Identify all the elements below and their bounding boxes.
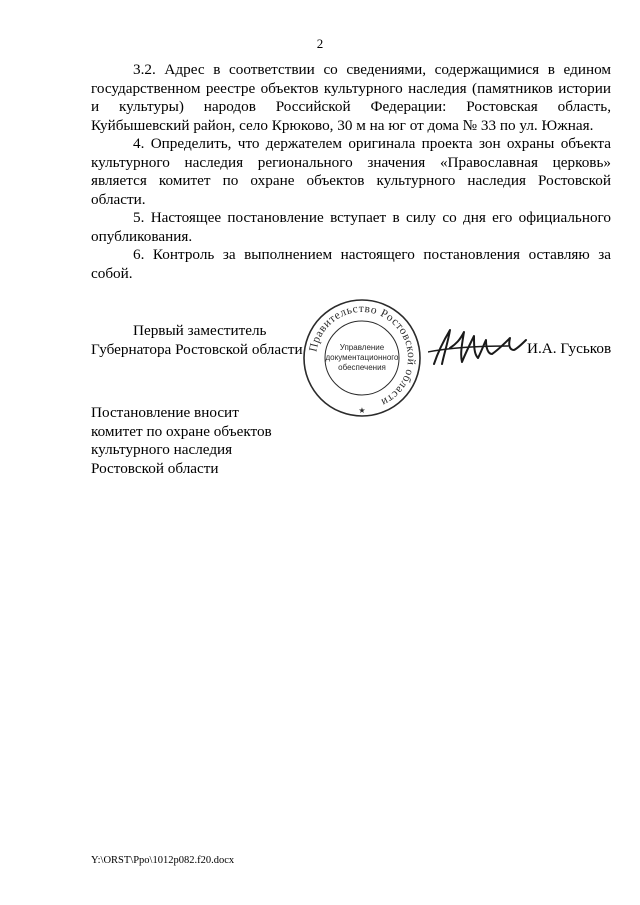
introduced-by-line1: Постановление вносит [91,404,239,421]
signer-position [91,322,303,359]
handwritten-signature [428,322,528,372]
file-path-footer: Y:\ORST\Ppo\1012p082.f20.docx [91,855,235,866]
introduced-by-block [91,404,272,478]
stamp-star-icon: ★ [358,406,366,415]
paragraph-5: 5. Настоящее постановление вступает в силу со дня его официального опубликования. [91,209,611,245]
introduced-by-line3: культурного наследия [91,441,233,458]
signer-name: И.А. Гуськов [527,340,612,357]
introduced-by-line4: Ростовской области [91,459,219,477]
official-stamp [301,297,423,419]
stamp-center-line2: документационного [325,353,399,362]
paragraph-6: 6. Контроль за выполнением настоящего постановления оставляю за собой. [91,246,611,282]
introduced-by-line2: комитет по охране объектов [91,422,272,440]
paragraph-4: 4. Определить, что держателем оригинала проекта зон охраны объекта культурного наследия регионального значения «Православная церковь» является комитет по охране объектов культурного наследия Ростовской области. [91,135,611,208]
signer-position-line1: Первый заместитель [133,322,267,339]
paragraph-3-2: 3.2. Адрес в соответствии со сведениями, содержащимися в едином государственном реестре объектов культурного наследия (памятников истории и культуры) народов Российской Федерации: Ростовская область, Куйбышевский район, село Крюково, 30 м на юг от дома № 33 по ул. Южная. [91,61,611,134]
signer-position-line2: Губернатора Ростовской области [91,340,303,358]
stamp-center-line3: обеспечения [338,363,386,372]
page-number: 2 [316,36,324,51]
stamp-ring-text: Правительство Ростовской области [307,302,418,409]
document-body [91,61,611,283]
stamp-center-line1: Управление [339,343,385,352]
